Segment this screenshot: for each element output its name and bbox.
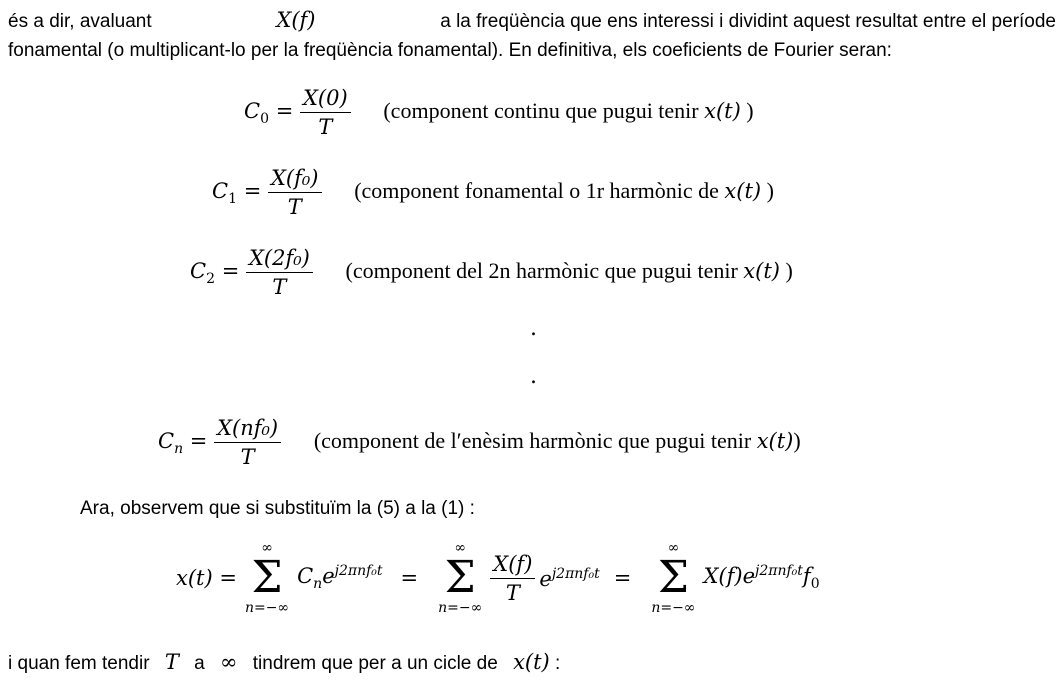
coef-c2-num: X(2f₀) — [246, 244, 313, 273]
coef-c1-lhs: $C_1$ — [212, 179, 237, 208]
coef-cn-fraction — [214, 414, 281, 471]
coef-c0-den: T — [318, 115, 333, 139]
coef-c2-row: $C_2$ = $\frac{\text{X(2f₀)}}{T}$ (component del 2n harmònic que pugui tenir x(t) ) — [190, 246, 793, 299]
intro-line1-end: a la freqüència que ens interessi i dividint aquest resultat entre el període — [440, 11, 1056, 32]
sum-operator-3: ∞ Σ n=−∞ — [651, 540, 696, 616]
coef-c2-fraction — [246, 244, 313, 301]
sum-term-2: $e^{j2\pi nf_0t}$ — [539, 565, 600, 591]
coef-c1-fraction — [268, 164, 322, 221]
ellipsis-dot-2: . — [530, 364, 537, 389]
coef-c0-num: X(0) — [300, 84, 351, 113]
sum-fraction: $\frac{X(f)}{T}$ — [490, 550, 535, 607]
sum-lhs: x(t) = — [176, 566, 237, 590]
coef-c2-lhs: $C_2$ — [190, 259, 215, 288]
coef-c1-den: T — [287, 195, 302, 219]
intro-line1-start: és a dir, avaluant — [8, 11, 152, 32]
coef-cn-row: $C_n$ = $\frac{\text{X(nf₀)}}{T}$ (component de l′enèsim harmònic que pugui tenir x(t)) — [158, 416, 801, 469]
sum-operator-2: ∞ Σ n=−∞ — [438, 540, 483, 616]
observation-text: Ara, observem que si substituïm la (5) a la (1) : — [80, 498, 475, 519]
coef-c1-num: X(f₀) — [268, 164, 322, 193]
coef-cn-num: X(nf₀) — [214, 414, 281, 443]
coef-c1-row: $C_1$ = $\frac{\text{X(f₀)}}{T}$ (component fonamental o 1r harmònic de x(t) ) — [212, 166, 774, 219]
coef-c1-desc: (component fonamental o 1r harmònic de x(t) ) — [354, 178, 774, 203]
sum-equation: x(t) = ∞ Σ n=−∞ $C_ne^{j2\pi nf_0t}$ = ∞ Σ n=−∞ $\frac{X(f)}{T}$ $e^{j2\pi nf_0t}$ = ∞ Σ n=−∞ $X(f)e^{j2\pi nf_0t}f_0$ — [176, 540, 820, 616]
coef-c0-lhs: $C_0$ — [244, 99, 269, 128]
coef-c0-desc: (component continu que pugui tenir x(t) ) — [383, 98, 754, 123]
closing-line: i quan fem tendir T a ∞ tindrem que per a un cicle de x(t) : — [8, 650, 561, 674]
sum-operator-1: ∞ Σ n=−∞ — [244, 540, 290, 616]
coef-c0-fraction — [300, 84, 351, 141]
intro-line1-math: X(f) — [276, 8, 316, 32]
ellipsis-dot-1: . — [530, 316, 537, 341]
coef-c0-row: $C_0$ = $\frac{X(0)}{T}$ (component continu que pugui tenir x(t) ) — [244, 86, 754, 139]
coef-cn-den: T — [240, 445, 255, 469]
intro-line-1 — [8, 8, 1056, 33]
sum-term-3: $X(f)e^{j2\pi nf_0t}f_0$ — [703, 563, 820, 593]
intro-line-2: fonamental (o multiplicant-lo per la freqüència fonamental). En definitiva, els coeficients de Fourier seran: — [8, 40, 892, 61]
coef-c2-desc: (component del 2n harmònic que pugui tenir x(t) ) — [345, 258, 793, 283]
coef-cn-lhs: $C_n$ — [158, 429, 184, 458]
sum-term-1: $C_ne^{j2\pi nf_0t}$ — [297, 563, 383, 593]
coef-c2-den: T — [272, 275, 287, 299]
coef-cn-desc: (component de l′enèsim harmònic que pugui tenir x(t)) — [313, 428, 801, 453]
